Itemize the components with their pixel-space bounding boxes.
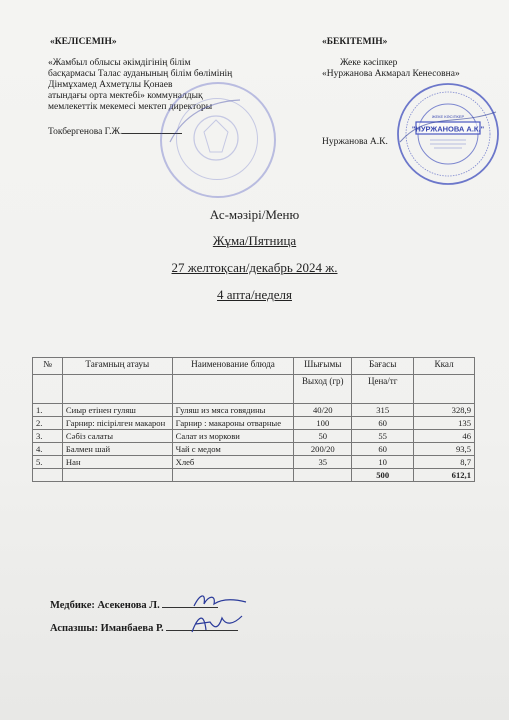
dish-price: 55 — [352, 430, 414, 443]
col-kcal-header: Ккал — [414, 358, 475, 375]
header-right-line: «Нуржанова Акмарал Кенесовна» — [322, 69, 460, 79]
week-title: 4 апта/неделя — [217, 287, 292, 302]
dish-ru: Салат из моркови — [172, 430, 294, 443]
date-title: 27 желтоқсан/декабрь 2024 ж. — [171, 260, 338, 275]
dish-kz: Сәбіз салаты — [62, 430, 172, 443]
header-right-line: Жеке кәсіпкер — [340, 58, 398, 68]
seal-name: "НУРЖАНОВА А.К." — [411, 124, 485, 134]
price-unit-header: Цена/тг — [352, 375, 414, 404]
day-title: Жұма/Пятница — [212, 233, 297, 248]
row-number: 2. — [33, 417, 63, 430]
dish-ru: Гарнир : макароны отварные — [172, 417, 294, 430]
table-total-row — [33, 469, 475, 482]
col-price-header: Бағасы — [352, 358, 414, 375]
dish-kcal: 93,5 — [414, 443, 475, 456]
agree-title: «КЕЛІСЕМІН» — [50, 37, 117, 47]
col-number-header: № — [33, 358, 63, 375]
dish-output: 200/20 — [294, 443, 352, 456]
total-kcal: 612,1 — [414, 469, 475, 482]
row-number: 5. — [33, 456, 63, 469]
dish-price: 60 — [352, 443, 414, 456]
dish-kcal: 8,7 — [414, 456, 475, 469]
dish-kz: Балмен шай — [62, 443, 172, 456]
table-row — [33, 404, 475, 417]
dish-ru: Гуляш из мяса говядины — [172, 404, 294, 417]
medic-signature-scribble-icon — [190, 590, 250, 612]
col-kz-name-header: Тағамның атауы — [62, 358, 172, 375]
dish-price: 10 — [352, 456, 414, 469]
table-row — [33, 456, 475, 469]
seal-sub: ЖЕКЕ КӘСІПКЕР — [431, 114, 465, 119]
dish-output: 40/20 — [294, 404, 352, 417]
menu-table — [32, 357, 475, 482]
header-left-line: «Жамбыл облысы әкімдігінің білім — [48, 58, 191, 68]
dish-kz: Сиыр етінен гуляш — [62, 404, 172, 417]
seal-emblem-icon — [160, 82, 272, 194]
table-header-row — [33, 358, 475, 375]
header-left-line: Дінмұхамед Ахметұлы Қонаев — [48, 80, 173, 90]
dish-kcal: 135 — [414, 417, 475, 430]
cook-name: Аспазшы: Иманбаева Р. — [50, 623, 164, 634]
col-ru-name-header: Наименование блюда — [172, 358, 294, 375]
school-seal-icon — [160, 82, 276, 198]
table-row — [33, 430, 475, 443]
dish-output: 50 — [294, 430, 352, 443]
menu-title: Ас-мәзірі/Меню — [209, 207, 300, 222]
row-number: 4. — [33, 443, 63, 456]
row-number: 1. — [33, 404, 63, 417]
entrepreneur-seal-icon — [396, 82, 500, 186]
header-left-line: мемлекеттік мекемесі мектеп директоры — [48, 102, 213, 112]
output-unit-header: Выход (гр) — [294, 375, 352, 404]
entrepreneur-name: Нуржанова А.К. — [322, 137, 388, 147]
dish-ru: Хлеб — [172, 456, 294, 469]
table-row — [33, 417, 475, 430]
medic-name: Медбике: Асекенова Л. — [50, 600, 160, 611]
col-output-header: Шығымы — [294, 358, 352, 375]
table-row — [33, 443, 475, 456]
dish-ru: Чай с медом — [172, 443, 294, 456]
row-number: 3. — [33, 430, 63, 443]
table-subheader-row — [33, 375, 475, 404]
dish-kz: Нан — [62, 456, 172, 469]
dish-output: 35 — [294, 456, 352, 469]
director-name: Токбергенова Г.Ж. — [48, 127, 123, 137]
approve-title: «БЕКІТЕМІН» — [322, 37, 388, 47]
dish-kz: Гарнир: пісірілген макарон — [62, 417, 172, 430]
header-left-line: атындағы орта мектебі» коммуналдық — [48, 91, 203, 101]
header-left-line: басқармасы Талас ауданының білім бөлімінің — [48, 69, 233, 79]
cook-signature-scribble-icon — [186, 610, 246, 636]
total-price: 500 — [352, 469, 414, 482]
dish-kcal: 328,9 — [414, 404, 475, 417]
dish-price: 315 — [352, 404, 414, 417]
dish-output: 100 — [294, 417, 352, 430]
dish-price: 60 — [352, 417, 414, 430]
dish-kcal: 46 — [414, 430, 475, 443]
